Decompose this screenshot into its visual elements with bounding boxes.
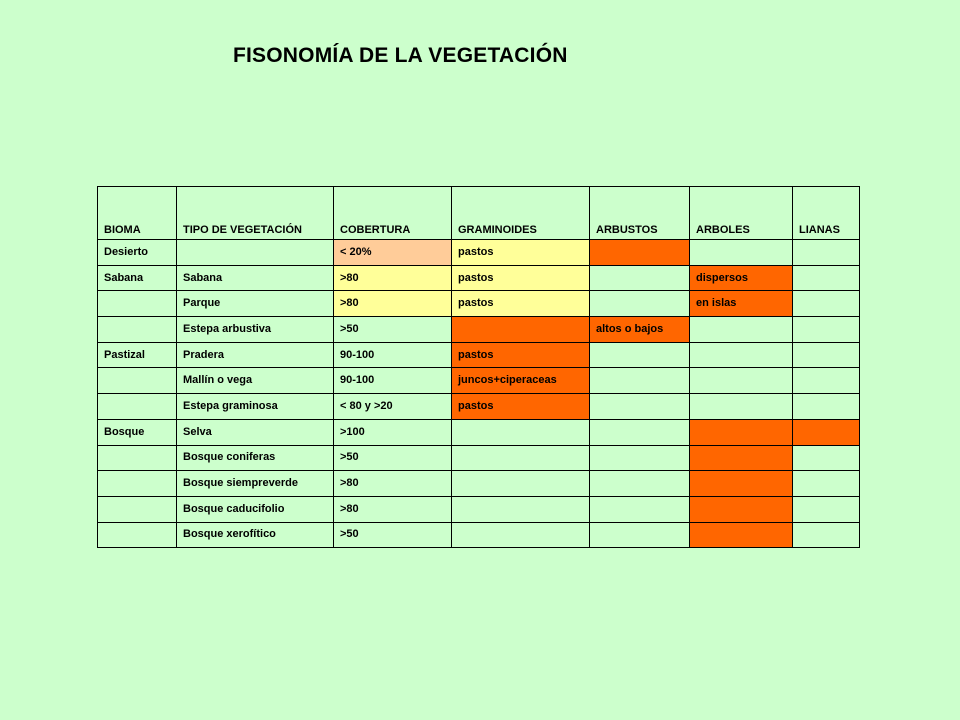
header-lianas: LIANAS xyxy=(793,187,860,240)
cell-graminoides: pastos xyxy=(452,291,590,317)
cell-arboles xyxy=(690,240,793,266)
cell-lianas xyxy=(793,445,860,471)
cell-graminoides: pastos xyxy=(452,342,590,368)
cell-bioma xyxy=(98,445,177,471)
cell-bioma: Desierto xyxy=(98,240,177,266)
cell-graminoides xyxy=(452,522,590,548)
cell-cobertura: >80 xyxy=(334,291,452,317)
table-row xyxy=(98,445,860,471)
cell-lianas xyxy=(793,471,860,497)
cell-arbustos xyxy=(590,496,690,522)
cell-graminoides: pastos xyxy=(452,265,590,291)
cell-bioma xyxy=(98,317,177,343)
cell-tipo-vegetacion xyxy=(177,240,334,266)
cell-tipo-vegetacion: Parque xyxy=(177,291,334,317)
cell-arboles xyxy=(690,317,793,343)
cell-bioma xyxy=(98,291,177,317)
cell-lianas xyxy=(793,496,860,522)
cell-graminoides xyxy=(452,317,590,343)
cell-arbustos xyxy=(590,342,690,368)
cell-bioma xyxy=(98,368,177,394)
cell-bioma xyxy=(98,471,177,497)
cell-lianas xyxy=(793,265,860,291)
cell-graminoides: juncos+ciperaceas xyxy=(452,368,590,394)
header-bioma: BIOMA xyxy=(98,187,177,240)
cell-lianas xyxy=(793,419,860,445)
page-title: FISONOMÍA DE LA VEGETACIÓN xyxy=(233,44,568,67)
header-arboles: ARBOLES xyxy=(690,187,793,240)
cell-lianas xyxy=(793,291,860,317)
cell-arbustos xyxy=(590,291,690,317)
table-row xyxy=(98,496,860,522)
header-row xyxy=(98,187,860,240)
cell-arbustos xyxy=(590,368,690,394)
cell-graminoides xyxy=(452,419,590,445)
table-row xyxy=(98,291,860,317)
cell-tipo-vegetacion: Bosque coniferas xyxy=(177,445,334,471)
table-row xyxy=(98,522,860,548)
cell-cobertura: 90-100 xyxy=(334,368,452,394)
cell-cobertura: >80 xyxy=(334,265,452,291)
cell-tipo-vegetacion: Estepa graminosa xyxy=(177,394,334,420)
cell-tipo-vegetacion: Estepa arbustiva xyxy=(177,317,334,343)
cell-cobertura: >80 xyxy=(334,471,452,497)
cell-arbustos xyxy=(590,471,690,497)
table-row xyxy=(98,471,860,497)
cell-tipo-vegetacion: Mallín o vega xyxy=(177,368,334,394)
cell-bioma: Bosque xyxy=(98,419,177,445)
header-cobertura: COBERTURA xyxy=(334,187,452,240)
cell-arbustos: altos o bajos xyxy=(590,317,690,343)
table-row xyxy=(98,342,860,368)
header-graminoides: GRAMINOIDES xyxy=(452,187,590,240)
cell-cobertura: >50 xyxy=(334,445,452,471)
cell-lianas xyxy=(793,317,860,343)
cell-cobertura: >100 xyxy=(334,419,452,445)
cell-arbustos xyxy=(590,445,690,471)
header-tipo-vegetacion: TIPO DE VEGETACIÓN xyxy=(177,187,334,240)
cell-lianas xyxy=(793,522,860,548)
table-row xyxy=(98,419,860,445)
cell-tipo-vegetacion: Bosque xerofítico xyxy=(177,522,334,548)
cell-arboles xyxy=(690,496,793,522)
cell-graminoides xyxy=(452,445,590,471)
cell-arboles xyxy=(690,419,793,445)
cell-graminoides xyxy=(452,471,590,497)
cell-tipo-vegetacion: Pradera xyxy=(177,342,334,368)
cell-cobertura: >80 xyxy=(334,496,452,522)
cell-arbustos xyxy=(590,394,690,420)
cell-arbustos xyxy=(590,419,690,445)
cell-arboles xyxy=(690,471,793,497)
cell-lianas xyxy=(793,394,860,420)
cell-bioma: Sabana xyxy=(98,265,177,291)
cell-arboles xyxy=(690,522,793,548)
cell-arboles xyxy=(690,394,793,420)
table-row xyxy=(98,240,860,266)
cell-cobertura: >50 xyxy=(334,522,452,548)
cell-tipo-vegetacion: Bosque caducifolio xyxy=(177,496,334,522)
table-row xyxy=(98,368,860,394)
cell-lianas xyxy=(793,342,860,368)
table-row xyxy=(98,394,860,420)
cell-lianas xyxy=(793,368,860,394)
cell-arboles: dispersos xyxy=(690,265,793,291)
cell-tipo-vegetacion: Selva xyxy=(177,419,334,445)
cell-tipo-vegetacion: Sabana xyxy=(177,265,334,291)
cell-bioma xyxy=(98,522,177,548)
cell-arbustos xyxy=(590,240,690,266)
cell-bioma xyxy=(98,496,177,522)
cell-graminoides xyxy=(452,496,590,522)
cell-graminoides: pastos xyxy=(452,394,590,420)
cell-arboles xyxy=(690,342,793,368)
table-row xyxy=(98,317,860,343)
cell-cobertura: < 20% xyxy=(334,240,452,266)
cell-graminoides: pastos xyxy=(452,240,590,266)
cell-cobertura: >50 xyxy=(334,317,452,343)
cell-arbustos xyxy=(590,522,690,548)
cell-lianas xyxy=(793,240,860,266)
cell-arboles xyxy=(690,368,793,394)
cell-cobertura: < 80 y >20 xyxy=(334,394,452,420)
cell-tipo-vegetacion: Bosque siempreverde xyxy=(177,471,334,497)
cell-arbustos xyxy=(590,265,690,291)
cell-arboles: en islas xyxy=(690,291,793,317)
cell-arboles xyxy=(690,445,793,471)
cell-bioma: Pastizal xyxy=(98,342,177,368)
cell-cobertura: 90-100 xyxy=(334,342,452,368)
table-row xyxy=(98,265,860,291)
vegetation-table xyxy=(97,186,860,548)
cell-bioma xyxy=(98,394,177,420)
header-arbustos: ARBUSTOS xyxy=(590,187,690,240)
